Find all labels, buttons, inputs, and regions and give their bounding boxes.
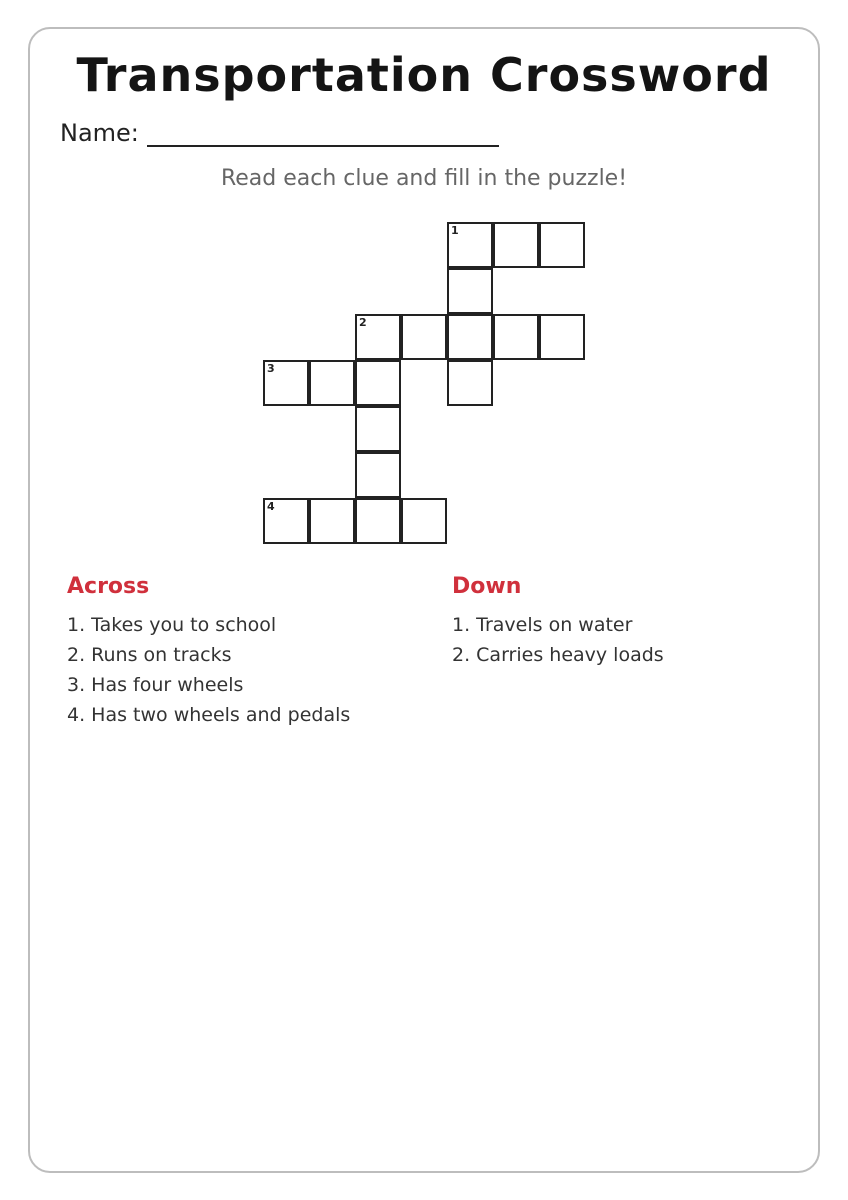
clue-number: 1 xyxy=(451,224,459,237)
crossword-cell[interactable] xyxy=(401,498,447,544)
clue-number: 4 xyxy=(267,500,275,513)
page-title: Transportation Crossword xyxy=(76,48,772,102)
crossword-cell[interactable] xyxy=(539,314,585,360)
across-heading: Across xyxy=(67,574,150,599)
across-clues xyxy=(67,574,350,730)
across-clue: 2. Runs on tracks xyxy=(67,644,232,666)
crossword-cell[interactable] xyxy=(401,314,447,360)
across-clue: 1. Takes you to school xyxy=(67,614,277,636)
crossword-cell[interactable] xyxy=(447,314,493,360)
crossword-cell[interactable] xyxy=(309,498,355,544)
crossword-cell[interactable] xyxy=(493,222,539,268)
down-clue: 2. Carries heavy loads xyxy=(452,644,664,666)
crossword-grid xyxy=(0,0,848,560)
crossword-cell[interactable] xyxy=(309,360,355,406)
down-clues xyxy=(452,574,664,670)
crossword-cell[interactable] xyxy=(493,314,539,360)
across-clue: 3. Has four wheels xyxy=(67,674,244,696)
crossword-cell[interactable] xyxy=(263,498,309,544)
clue-number: 3 xyxy=(267,362,275,375)
clue-number: 2 xyxy=(359,316,367,329)
across-clue: 4. Has two wheels and pedals xyxy=(67,704,351,726)
crossword-cell[interactable] xyxy=(539,222,585,268)
crossword-cell[interactable] xyxy=(447,360,493,406)
down-clue: 1. Travels on water xyxy=(452,614,633,636)
name-label: Name: xyxy=(60,119,139,147)
crossword-cell[interactable] xyxy=(263,360,309,406)
crossword-cell[interactable] xyxy=(447,268,493,314)
crossword-cell[interactable] xyxy=(355,452,401,498)
crossword-cell[interactable] xyxy=(447,222,493,268)
crossword-cell[interactable] xyxy=(355,498,401,544)
instructions: Read each clue and fill in the puzzle! xyxy=(220,166,628,191)
crossword-cell[interactable] xyxy=(355,360,401,406)
down-heading: Down xyxy=(452,574,522,599)
crossword-cell[interactable] xyxy=(355,406,401,452)
crossword-cell[interactable] xyxy=(355,314,401,360)
